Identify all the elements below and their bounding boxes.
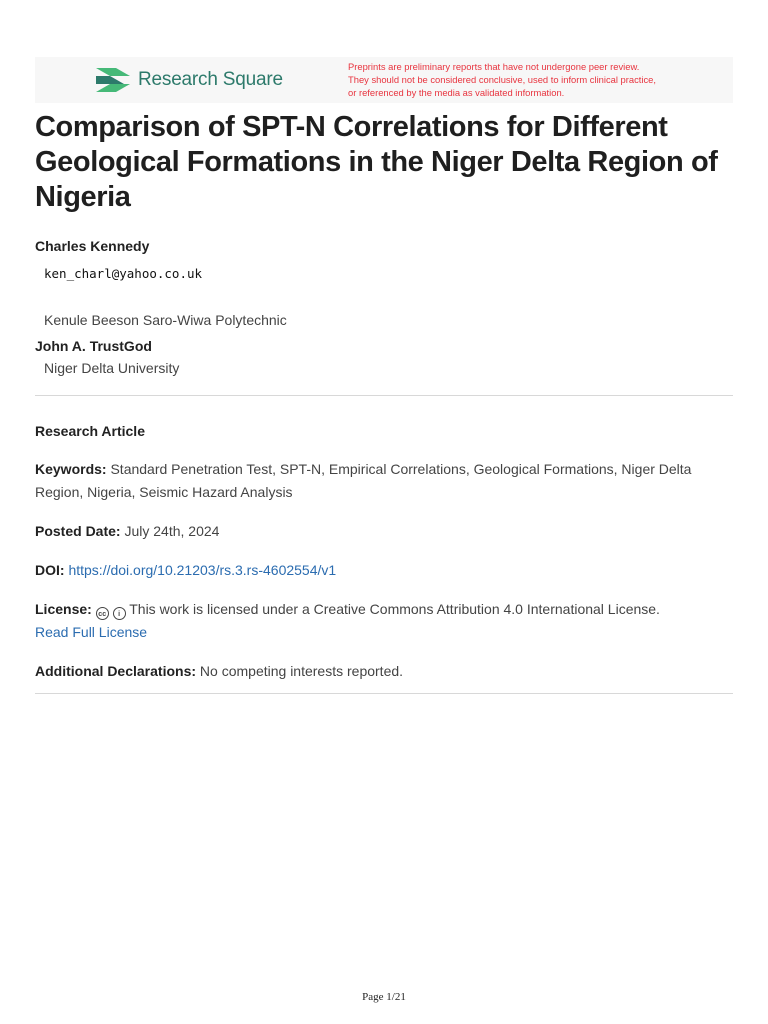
research-square-logo-icon (94, 64, 132, 96)
article-type-label: Research Article (35, 423, 145, 439)
keywords-value: Standard Penetration Test, SPT-N, Empirical Correlations, Geological Formations, Niger Delta Region, Nigeria, Seismic Hazard Analysis (35, 461, 692, 500)
author-name[interactable]: Charles Kennedy (35, 238, 150, 254)
additional-declarations (35, 660, 735, 683)
license (35, 598, 735, 644)
page-number: Page 1/21 (362, 991, 406, 1003)
license-label: License: (35, 601, 92, 617)
author-affiliation: Niger Delta University (44, 360, 180, 376)
posted-date (35, 520, 735, 543)
logo-text: Research Square (138, 69, 283, 90)
cc-icon: cc (96, 607, 109, 620)
declarations-label: Additional Declarations: (35, 663, 197, 679)
posted-date-value: July 24th, 2024 (124, 523, 220, 539)
research-square-logo[interactable] (94, 63, 283, 97)
author-name[interactable]: John A. TrustGod (35, 338, 152, 354)
divider (35, 395, 733, 396)
read-full-license-link[interactable]: Read Full License (35, 624, 148, 640)
doi (35, 559, 735, 582)
license-text: This work is licensed under a Creative Commons Attribution 4.0 International License. (129, 601, 660, 617)
disclaimer-line: They should not be considered conclusive, used to inform clinical practice, (348, 74, 656, 85)
author-affiliation: Kenule Beeson Saro-Wiwa Polytechnic (44, 312, 287, 328)
disclaimer-line: Preprints are preliminary reports that have not undergone peer review. (348, 61, 640, 72)
article-type (35, 420, 735, 443)
attribution-icon: i (113, 607, 126, 620)
preprint-disclaimer (348, 60, 728, 99)
author-email[interactable]: ken_charl@yahoo.co.uk (44, 266, 203, 281)
disclaimer-line: or referenced by the media as validated information. (348, 87, 565, 98)
declarations-value: No competing interests reported. (199, 663, 404, 679)
article-title: Comparison of SPT-N Correlations for Different Geological Formations in the Niger Delta Region of Nigeria (35, 111, 718, 213)
posted-date-label: Posted Date: (35, 523, 121, 539)
divider (35, 693, 733, 694)
doi-label: DOI: (35, 562, 65, 578)
doi-link[interactable]: https://doi.org/10.21203/rs.3.rs-4602554/v1 (68, 562, 337, 578)
keywords-label: Keywords: (35, 461, 107, 477)
keywords (35, 458, 735, 504)
